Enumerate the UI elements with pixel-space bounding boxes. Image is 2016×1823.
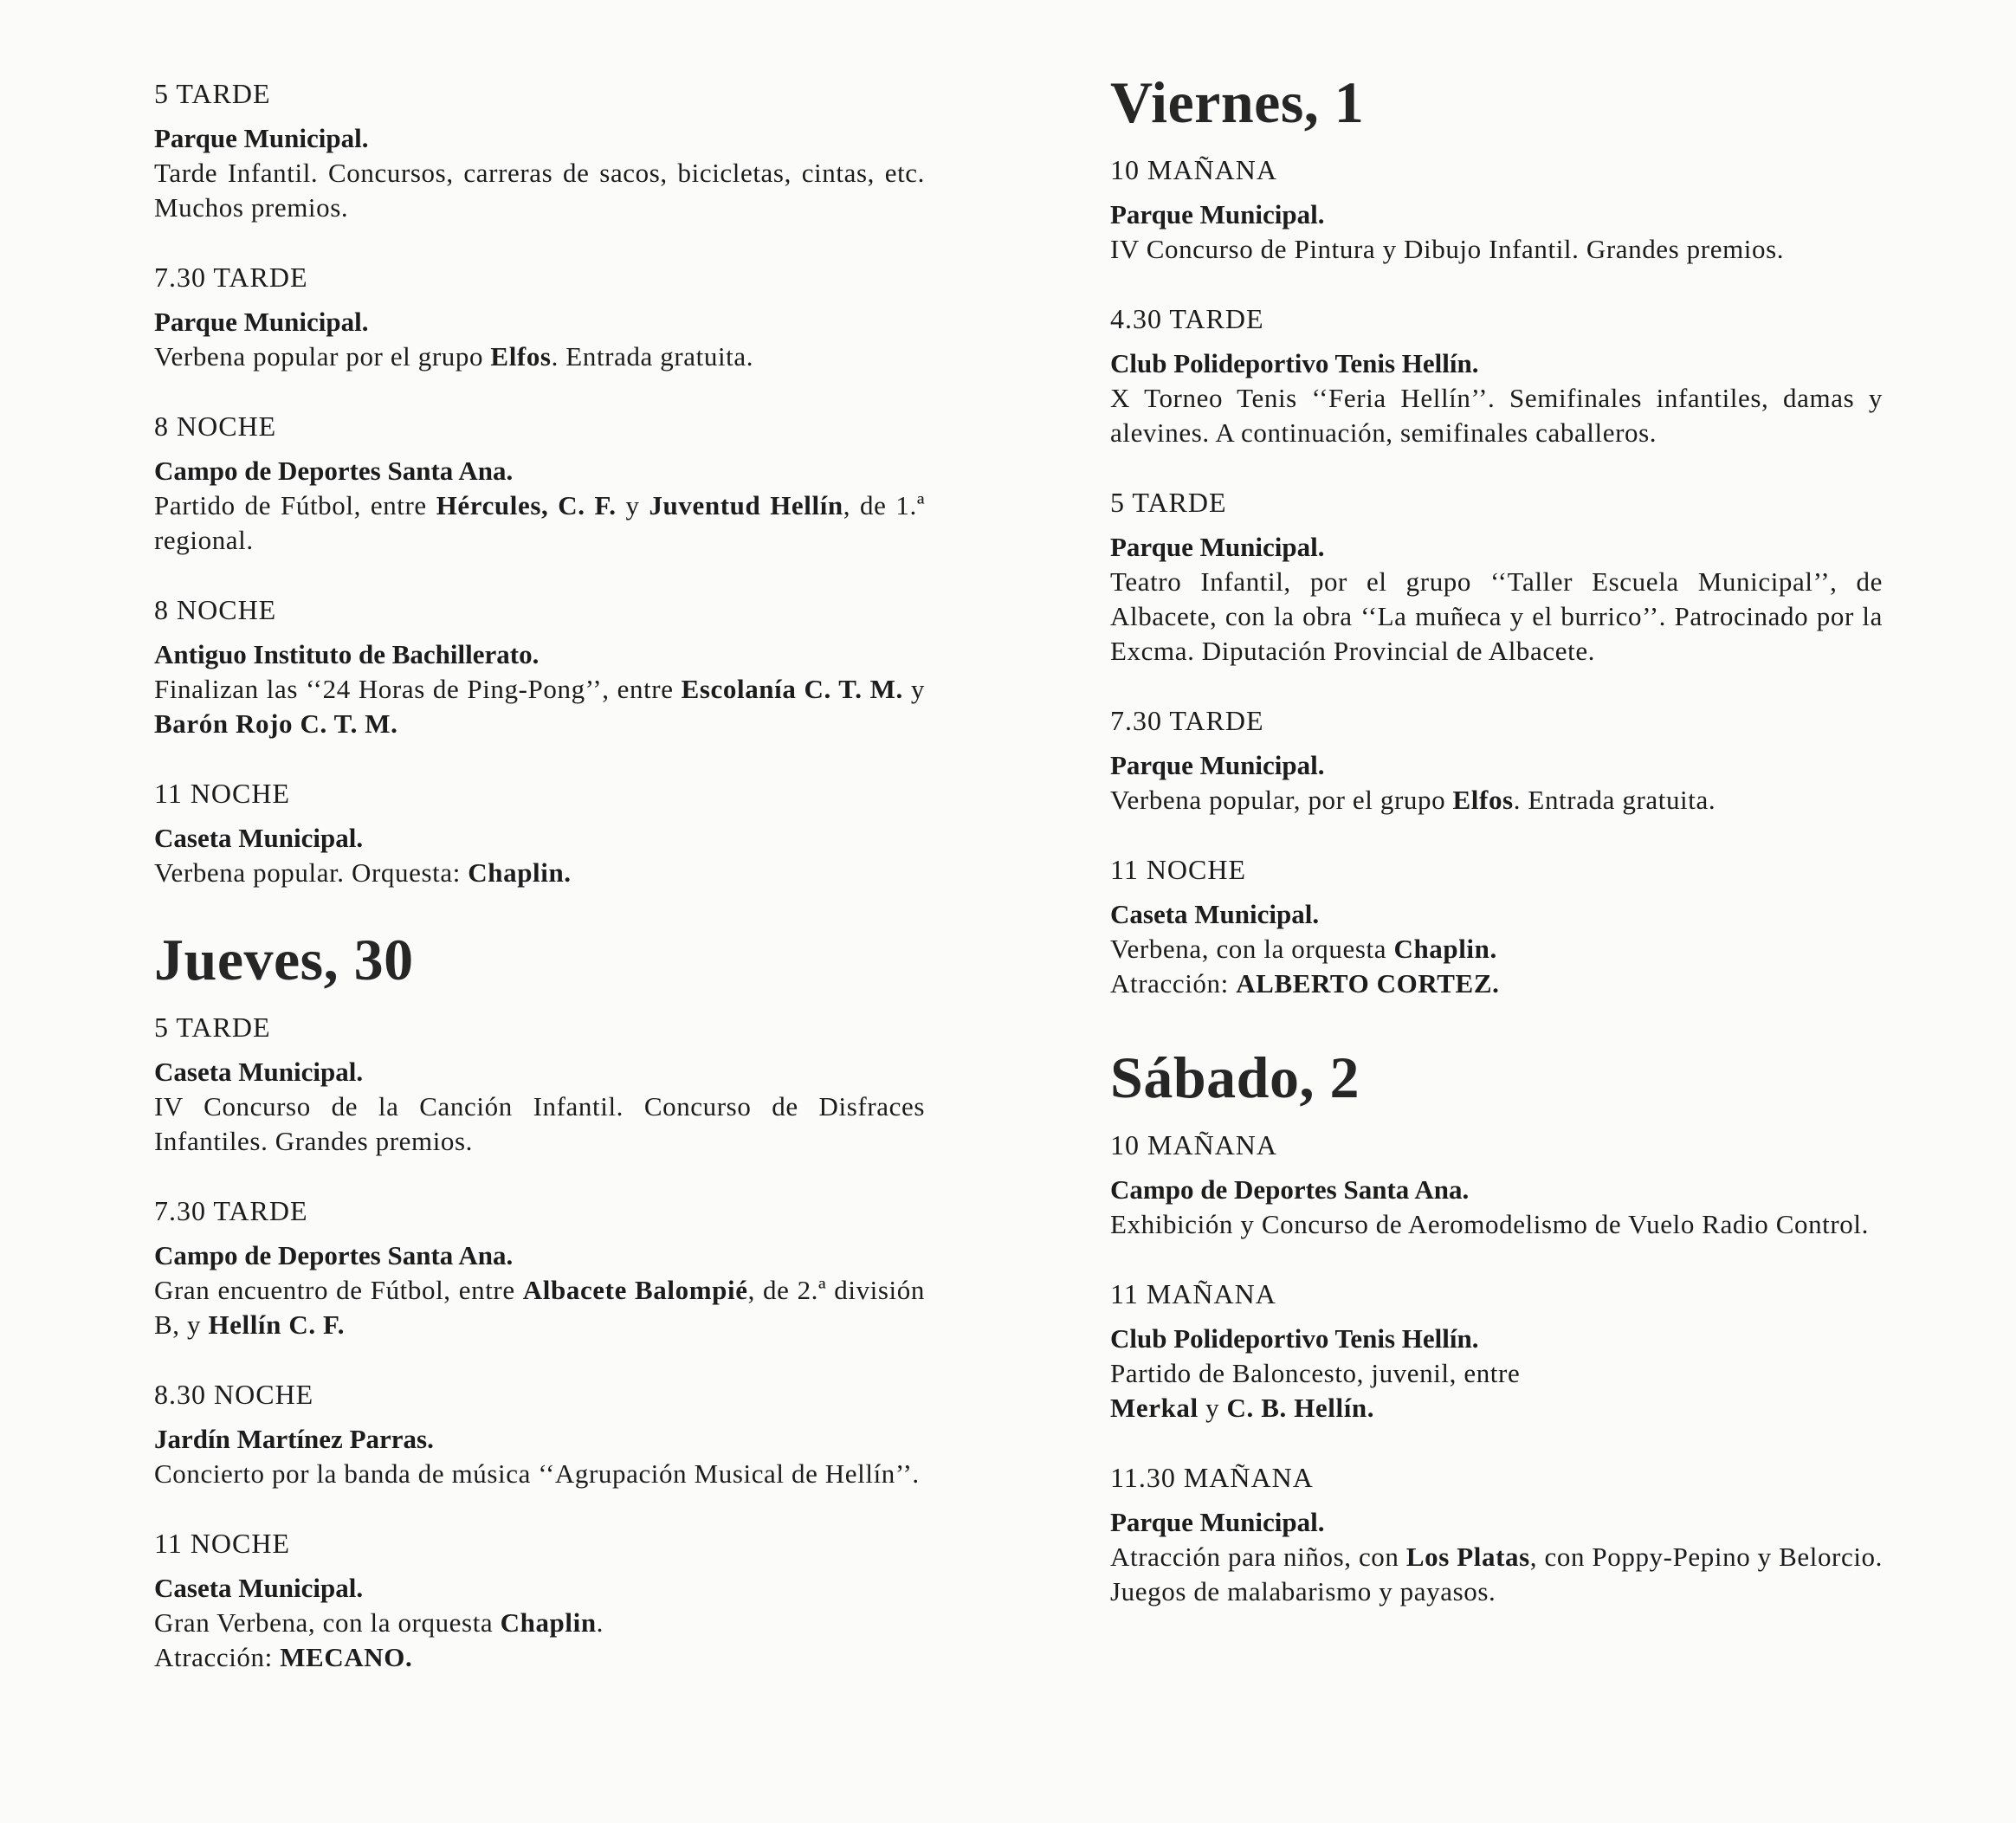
event-venue: Caseta Municipal. (154, 1573, 364, 1603)
event (154, 1193, 925, 1342)
text-run: Tarde Infantil. Concursos, carreras de sacos, bicicletas, cintas, etc. Muchos premios. (154, 158, 925, 223)
event (154, 776, 925, 890)
text-run: Verbena popular, por el grupo (1110, 785, 1453, 815)
left-column (154, 0, 925, 1710)
text-run: Verbena, con la orquesta (1110, 934, 1394, 964)
event-time: 4.30 TARDE (1110, 303, 1264, 334)
event-venue: Parque Municipal. (1110, 199, 1325, 229)
event (1110, 703, 1883, 818)
event (154, 260, 925, 374)
event-description (1110, 1356, 1883, 1425)
event-time: 10 MAÑANA (1110, 1129, 1277, 1160)
bold-text: Elfos (1452, 785, 1514, 815)
event-description (154, 672, 925, 741)
text-run: Concierto por la banda de música ‘‘Agrupación Musical de Hellín’’. (154, 1458, 920, 1489)
bold-text: ALBERTO CORTEZ. (1236, 968, 1500, 999)
event-description (154, 1606, 925, 1675)
event-venue: Parque Municipal. (1110, 1507, 1325, 1537)
bold-text: Elfos (490, 341, 552, 372)
event-time: 7.30 TARDE (154, 1195, 308, 1226)
event-description (154, 1457, 925, 1491)
event-time: 7.30 TARDE (154, 262, 308, 293)
event (154, 1526, 925, 1675)
text-run: , con Poppy-Pepino y Belorcio. Juegos de malabarismo y payasos. (1110, 1542, 1883, 1606)
text-run: Partido de Baloncesto, juvenil, entre (1110, 1358, 1521, 1388)
event-description (154, 339, 925, 374)
text-run: Exhibición y Concurso de Aeromodelismo de Vuelo Radio Control. (1110, 1209, 1869, 1239)
event-time: 8 NOCHE (154, 410, 277, 442)
text-run: , de 1.ª regional. (154, 490, 925, 555)
event-venue: Campo de Deportes Santa Ana. (154, 456, 514, 486)
text-run: Teatro Infantil, por el grupo ‘‘Taller Escuela Municipal’’, de Albacete, con la obra ‘‘La muñeca y el burrico’’. Patrocinado por la Excma. Diputación Provincial de Albacete. (1110, 566, 1883, 666)
event-venue: Club Polideportivo Tenis Hellín. (1110, 1323, 1479, 1354)
bold-text: Chaplin. (468, 857, 572, 888)
bold-text: MECANO. (280, 1642, 413, 1672)
event-venue: Jardín Martínez Parras. (154, 1424, 434, 1454)
bold-text: Merkal (1110, 1393, 1199, 1423)
event-venue: Club Polideportivo Tenis Hellín. (1110, 348, 1479, 378)
text-run: Gran Verbena, con la orquesta (154, 1607, 501, 1638)
text-run: Verbena popular. Orquesta: (154, 857, 468, 888)
event-venue: Caseta Municipal. (154, 823, 364, 853)
event-description (1110, 565, 1883, 669)
event-venue: Parque Municipal. (154, 123, 369, 153)
event-time: 7.30 TARDE (1110, 705, 1264, 736)
text-run: Gran encuentro de Fútbol, entre (154, 1275, 523, 1305)
text-run: Finalizan las ‘‘24 Horas de Ping-Pong’’, entre (154, 674, 682, 704)
event-venue: Campo de Deportes Santa Ana. (154, 1240, 514, 1270)
day-heading: Viernes, 1 (1110, 69, 1365, 135)
bold-text: Hércules, C. F. (436, 490, 617, 520)
event-time: 11 NOCHE (1110, 854, 1247, 885)
event-description (154, 1089, 925, 1159)
event (1110, 152, 1883, 267)
event-description (154, 156, 925, 225)
day-heading: Sábado, 2 (1110, 1044, 1360, 1110)
event-time: 11 NOCHE (154, 778, 291, 809)
event-description (1110, 932, 1883, 1001)
event-description (154, 488, 925, 558)
event-time: 5 TARDE (1110, 487, 1227, 518)
text-run: . Entrada gratuita. (551, 341, 754, 372)
event-venue: Caseta Municipal. (154, 1057, 364, 1087)
bold-text: Juventud Hellín (649, 490, 843, 520)
event-venue: Parque Municipal. (154, 307, 369, 337)
event (1110, 485, 1883, 669)
bold-text: Los Platas (1405, 1542, 1530, 1572)
pre-events (154, 76, 925, 890)
event (1110, 1128, 1883, 1242)
event-venue: Antiguo Instituto de Bachillerato. (154, 639, 540, 669)
text-run: . (596, 1607, 604, 1638)
event-time: 5 TARDE (154, 1012, 271, 1043)
text-run: Verbena popular por el grupo (154, 341, 491, 372)
text-run: , de 2.ª división B, y (154, 1275, 925, 1340)
bold-text: C. B. Hellín. (1226, 1393, 1375, 1423)
event (1110, 1460, 1883, 1609)
text-run: Partido de Fútbol, entre (154, 490, 436, 520)
text-run: y (902, 674, 925, 704)
day-section-sabado (1110, 1043, 1883, 1609)
event-venue: Parque Municipal. (1110, 532, 1325, 562)
event-time: 11.30 MAÑANA (1110, 1462, 1314, 1493)
event (1110, 1277, 1883, 1425)
event-time: 8.30 NOCHE (154, 1379, 314, 1410)
text-run: IV Concurso de Pintura y Dibujo Infantil. Grandes premios. (1110, 234, 1785, 264)
text-run: X Torneo Tenis ‘‘Feria Hellín’’. Semifinales infantiles, damas y alevines. A continuación, semifinales caballeros. (1110, 383, 1883, 448)
event-description (1110, 232, 1883, 267)
bold-text: Albacete Balompié (522, 1275, 748, 1305)
bold-text: Hellín C. F. (208, 1309, 346, 1340)
bold-text: Escolanía C. T. M. (681, 674, 903, 704)
event (1110, 852, 1883, 1001)
text-run: y (616, 490, 649, 520)
event-time: 10 MAÑANA (1110, 154, 1277, 185)
day-section-jueves (154, 925, 925, 1675)
day-heading: Jueves, 30 (154, 927, 414, 992)
event-time: 11 NOCHE (154, 1528, 291, 1559)
event (154, 76, 925, 225)
text-run: Atracción para niños, con (1110, 1542, 1406, 1572)
event (1110, 301, 1883, 450)
event (154, 1010, 925, 1159)
event-time: 8 NOCHE (154, 594, 277, 625)
text-run: IV Concurso de la Canción Infantil. Concurso de Disfraces Infantiles. Grandes premios. (154, 1091, 925, 1156)
event-venue: Parque Municipal. (1110, 750, 1325, 780)
text-run: Atracción: (154, 1642, 281, 1672)
text-run: y (1198, 1393, 1227, 1423)
text-run: . Entrada gratuita. (1513, 785, 1716, 815)
event (154, 409, 925, 558)
bold-text: Barón Rojo C. T. M. (154, 708, 398, 739)
event-description (1110, 1207, 1883, 1242)
event (154, 592, 925, 741)
event-time: 5 TARDE (154, 78, 271, 109)
right-column (1110, 0, 1883, 1644)
text-run: Atracción: (1110, 968, 1237, 999)
event-description (1110, 381, 1883, 450)
event-description (154, 856, 925, 890)
day-section-viernes (1110, 68, 1883, 1001)
event-venue: Campo de Deportes Santa Ana. (1110, 1174, 1470, 1205)
event-description (1110, 783, 1883, 818)
event (154, 1377, 925, 1491)
event-description (1110, 1540, 1883, 1609)
bold-text: Chaplin (500, 1607, 597, 1638)
event-time: 11 MAÑANA (1110, 1278, 1276, 1309)
bold-text: Chaplin. (1393, 934, 1497, 964)
event-description (154, 1273, 925, 1342)
event-venue: Caseta Municipal. (1110, 899, 1320, 929)
